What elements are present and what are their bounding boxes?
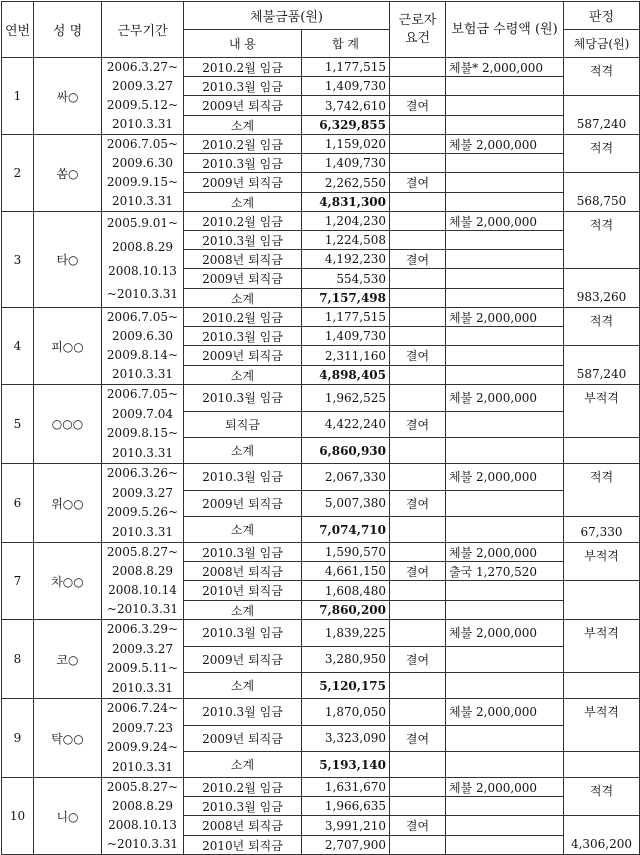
insurance-cell: 체불 2,000,000: [446, 543, 564, 562]
insurance-cell: [446, 116, 564, 135]
item-amount: 2,067,330: [302, 464, 390, 490]
table-row: [2, 308, 640, 327]
header-judgment: 판정: [564, 2, 640, 30]
item-amount: 3,323,090: [302, 725, 390, 751]
insurance-cell: [446, 751, 564, 777]
item-label: 2010년 퇴직금: [184, 581, 302, 601]
work-period: [102, 212, 184, 308]
work-period-line: 2010.3.31: [111, 759, 174, 774]
item-label: 2009년 퇴직금: [184, 725, 302, 751]
requirement-cell: [390, 289, 446, 308]
work-period: [102, 464, 184, 543]
subtotal-amount: 4,831,300: [302, 193, 390, 212]
work-period: [102, 699, 184, 778]
requirement-cell: [390, 212, 446, 231]
item-label: 2010.3월 임금: [184, 385, 302, 411]
requirement-cell: [390, 116, 446, 135]
work-period-line: 2009.5.12~: [106, 98, 179, 112]
insurance-cell: [446, 797, 564, 816]
work-period-line: 2009.5.11~: [106, 661, 179, 676]
item-amount: 1,409,730: [302, 327, 390, 346]
work-period: [102, 308, 184, 385]
subtotal-amount: 5,193,140: [302, 751, 390, 777]
work-period-line: 2009.8.14~: [106, 348, 179, 363]
item-label: 2010.2월 임금: [184, 58, 302, 77]
subtotal-label: 소계: [184, 366, 302, 385]
requirement-cell: 결여: [390, 816, 446, 836]
judgment-cell: 부적격: [564, 699, 640, 752]
requirement-cell: [390, 269, 446, 289]
item-amount: 1,608,480: [302, 581, 390, 601]
insurance-cell: [446, 250, 564, 269]
insurance-cell: [446, 646, 564, 672]
requirement-cell: [390, 231, 446, 250]
insurance-cell: [446, 289, 564, 308]
table-row: [2, 699, 640, 725]
employee-name: 쏨○: [34, 135, 102, 212]
requirement-cell: [390, 672, 446, 698]
item-label: 2010.3월 임금: [184, 327, 302, 346]
insurance-cell: [446, 154, 564, 173]
requirement-cell: 결여: [390, 250, 446, 269]
employee-name: 싸○: [34, 58, 102, 135]
employee-name: 타○: [34, 212, 102, 308]
arrears-cell: 587,240: [564, 346, 640, 385]
requirement-cell: [390, 516, 446, 542]
requirement-cell: [390, 154, 446, 173]
insurance-cell: 체불 2,000,000: [446, 385, 564, 411]
work-period-line: 2009.7.23: [111, 720, 174, 735]
table-row: [2, 778, 640, 797]
item-label: 2008년 퇴직금: [184, 816, 302, 836]
insurance-cell: [446, 173, 564, 193]
item-label: 2008년 퇴직금: [184, 562, 302, 581]
requirement-cell: 결여: [390, 173, 446, 193]
work-period-line: 2009.3.27: [111, 79, 174, 93]
item-label: 2009년 퇴직금: [184, 346, 302, 366]
arrears-cell: [564, 581, 640, 620]
work-period-line: 2009.9.15~: [106, 175, 179, 189]
item-label: 2009년 퇴직금: [184, 96, 302, 116]
judgment-cell: 적격: [564, 58, 640, 96]
employee-name: 피○○: [34, 308, 102, 385]
record-no: 1: [2, 58, 34, 135]
header-requirement: 근로자 요건: [390, 2, 446, 58]
requirement-cell: 결여: [390, 96, 446, 116]
subtotal-amount: 7,860,200: [302, 601, 390, 620]
item-label: 2009년 퇴직금: [184, 490, 302, 516]
work-period-line: 2006.3.29~: [106, 622, 179, 637]
subtotal-label: 소계: [184, 193, 302, 212]
insurance-cell: [446, 725, 564, 751]
requirement-cell: [390, 385, 446, 411]
requirement-cell: [390, 778, 446, 797]
record-no: 3: [2, 212, 34, 308]
item-amount: 1,159,020: [302, 135, 390, 154]
header-name: 성 명: [34, 2, 102, 58]
requirement-cell: 결여: [390, 725, 446, 751]
judgment-cell: 적격: [564, 135, 640, 173]
requirement-cell: [390, 836, 446, 855]
arrears-cell: 4,306,200: [564, 816, 640, 855]
work-period-line: 2005.8.27~: [106, 780, 179, 795]
item-label: 2010.3월 임금: [184, 543, 302, 562]
work-period: [102, 778, 184, 855]
item-amount: 2,262,550: [302, 173, 390, 193]
work-period-line: 2008.10.14: [108, 583, 177, 598]
insurance-cell: [446, 672, 564, 698]
employee-name: 차○○: [34, 543, 102, 620]
item-amount: 1,224,508: [302, 231, 390, 250]
judgment-cell: 적격: [564, 212, 640, 269]
requirement-cell: [390, 751, 446, 777]
requirement-cell: [390, 77, 446, 96]
requirement-cell: [390, 601, 446, 620]
insurance-cell: [446, 193, 564, 212]
item-amount: 1,590,570: [302, 543, 390, 562]
requirement-cell: 결여: [390, 411, 446, 437]
requirement-cell: [390, 58, 446, 77]
work-period-line: 2006.3.27~: [106, 60, 179, 74]
item-label: 2008년 퇴직금: [184, 250, 302, 269]
record-no: 6: [2, 464, 34, 543]
item-label: 2010.3월 임금: [184, 797, 302, 816]
work-period-line: 2009.6.30: [111, 156, 174, 170]
judgment-cell: 적격: [564, 778, 640, 816]
record-no: 4: [2, 308, 34, 385]
item-amount: 1,870,050: [302, 699, 390, 725]
work-period-line: 2010.3.31: [111, 194, 174, 208]
work-period-line: 2010.3.31: [111, 445, 174, 460]
insurance-cell: 체불 2,000,000: [446, 778, 564, 797]
requirement-cell: 결여: [390, 562, 446, 581]
item-amount: 3,280,950: [302, 646, 390, 672]
item-label: 2010.2월 임금: [184, 212, 302, 231]
arrears-cell: [564, 437, 640, 463]
subtotal-amount: 6,329,855: [302, 116, 390, 135]
work-period: [102, 620, 184, 699]
work-period-line: 2005.8.27~: [106, 545, 179, 560]
item-label: 2010.3월 임금: [184, 699, 302, 725]
subtotal-amount: 5,120,175: [302, 672, 390, 698]
item-label: 2009년 퇴직금: [184, 269, 302, 289]
arrears-cell: 568,750: [564, 173, 640, 212]
work-period-line: 2006.7.24~: [106, 701, 179, 716]
item-amount: 2,311,160: [302, 346, 390, 366]
header-arrears: 체당금(원): [564, 30, 640, 58]
insurance-cell: [446, 816, 564, 836]
insurance-cell: 체불 2,000,000: [446, 135, 564, 154]
work-period-line: 2009.6.30: [111, 329, 174, 344]
item-label: 퇴직금: [184, 411, 302, 437]
insurance-cell: 체불 2,000,000: [446, 699, 564, 725]
requirement-cell: [390, 464, 446, 490]
employee-name: 탁○○: [34, 699, 102, 778]
requirement-cell: [390, 327, 446, 346]
work-period-line: ~2010.3.31: [106, 837, 179, 852]
table-row: [2, 58, 640, 77]
employee-name: 위○○: [34, 464, 102, 543]
insurance-cell: [446, 327, 564, 346]
requirement-cell: [390, 699, 446, 725]
work-period-line: 2008.8.29: [111, 239, 174, 254]
requirement-cell: [390, 366, 446, 385]
requirement-cell: 결여: [390, 490, 446, 516]
insurance-cell: 체불 2,000,000: [446, 464, 564, 490]
judgment-cell: 부적격: [564, 620, 640, 673]
insurance-cell: [446, 601, 564, 620]
header-no: 연번: [2, 2, 34, 58]
insurance-cell: 체불 2,000,000: [446, 620, 564, 646]
work-period-line: 2009.3.27: [111, 485, 174, 500]
item-amount: 5,007,380: [302, 490, 390, 516]
item-label: 2010.2월 임금: [184, 778, 302, 797]
item-amount: 2,707,900: [302, 836, 390, 855]
work-period-line: 2010.3.31: [111, 680, 174, 695]
subtotal-label: 소계: [184, 516, 302, 542]
insurance-cell: [446, 437, 564, 463]
judgment-cell: 적격: [564, 464, 640, 517]
employee-name: 니○: [34, 778, 102, 855]
employee-name: 코○: [34, 620, 102, 699]
item-label: 2009년 퇴직금: [184, 173, 302, 193]
work-period-line: ~2010.3.31: [106, 287, 179, 302]
judgment-cell: 적격: [564, 308, 640, 346]
record-no: 7: [2, 543, 34, 620]
work-period-line: 2005.9.01~: [106, 216, 179, 230]
insurance-cell: [446, 77, 564, 96]
item-amount: 4,661,150: [302, 562, 390, 581]
item-label: 2010.2월 임금: [184, 308, 302, 327]
item-amount: 1,966,635: [302, 797, 390, 816]
work-period-line: 2008.8.29: [111, 799, 174, 814]
table-body: [2, 58, 640, 855]
item-amount: 4,422,240: [302, 411, 390, 437]
arrears-cell: 983,260: [564, 269, 640, 308]
requirement-cell: [390, 193, 446, 212]
item-amount: 554,530: [302, 269, 390, 289]
record-no: 2: [2, 135, 34, 212]
record-no: 10: [2, 778, 34, 855]
work-period: [102, 385, 184, 464]
header-content: 내 용: [184, 30, 302, 58]
item-amount: 1,839,225: [302, 620, 390, 646]
work-period-line: 2009.3.27: [111, 641, 174, 656]
work-period: [102, 58, 184, 135]
arrears-cell: 587,240: [564, 96, 640, 135]
item-label: 2010년 퇴직금: [184, 836, 302, 855]
insurance-cell: 체불 2,000,000: [446, 308, 564, 327]
subtotal-label: 소계: [184, 289, 302, 308]
work-period-line: 2006.7.05~: [106, 137, 179, 151]
record-no: 8: [2, 620, 34, 699]
item-label: 2010.3월 임금: [184, 154, 302, 173]
item-amount: 1,409,730: [302, 154, 390, 173]
subtotal-amount: 7,074,710: [302, 516, 390, 542]
requirement-cell: [390, 308, 446, 327]
requirement-cell: [390, 437, 446, 463]
work-period: [102, 543, 184, 620]
work-period-line: 2009.9.24~: [106, 740, 179, 755]
judgment-cell: 부적격: [564, 543, 640, 581]
item-label: 2010.3월 임금: [184, 231, 302, 250]
work-period-line: 2008.8.29: [111, 564, 174, 579]
item-amount: 1,631,670: [302, 778, 390, 797]
insurance-cell: [446, 411, 564, 437]
item-amount: 1,204,230: [302, 212, 390, 231]
subtotal-label: 소계: [184, 601, 302, 620]
requirement-cell: [390, 135, 446, 154]
header-total: 합 계: [302, 30, 390, 58]
insurance-cell: 출국 1,270,520: [446, 562, 564, 581]
work-period-line: 2010.3.31: [111, 367, 174, 382]
table-row: [2, 464, 640, 490]
requirement-cell: 결여: [390, 346, 446, 366]
table-row: [2, 620, 640, 646]
work-period-line: 2010.3.31: [111, 524, 174, 539]
insurance-cell: [446, 366, 564, 385]
insurance-cell: [446, 581, 564, 601]
subtotal-amount: 7,157,498: [302, 289, 390, 308]
item-label: 2010.3월 임금: [184, 620, 302, 646]
insurance-cell: [446, 96, 564, 116]
work-period-line: 2009.7.04: [111, 406, 174, 421]
record-no: 5: [2, 385, 34, 464]
header-unpaid: 체불금품(원): [184, 2, 390, 30]
insurance-cell: 체불 2,000,000: [446, 212, 564, 231]
insurance-cell: [446, 490, 564, 516]
item-amount: 3,991,210: [302, 816, 390, 836]
work-period-line: 2006.3.26~: [106, 466, 179, 481]
item-amount: 1,177,515: [302, 308, 390, 327]
subtotal-label: 소계: [184, 672, 302, 698]
subtotal-amount: 4,898,405: [302, 366, 390, 385]
table-row: [2, 135, 640, 154]
work-period-line: 2008.10.13: [108, 263, 177, 278]
table-row: [2, 543, 640, 562]
subtotal-label: 소계: [184, 751, 302, 777]
table-row: [2, 385, 640, 411]
header-insurance: 보험금 수령액 (원): [446, 2, 564, 58]
item-label: 2010.3월 임금: [184, 77, 302, 96]
item-amount: 4,192,230: [302, 250, 390, 269]
subtotal-label: 소계: [184, 116, 302, 135]
work-period-line: 2010.3.31: [111, 117, 174, 131]
requirement-cell: [390, 543, 446, 562]
item-amount: 1,962,525: [302, 385, 390, 411]
insurance-cell: [446, 836, 564, 855]
header-period: 근무기간: [102, 2, 184, 58]
wage-arrears-table: [1, 1, 640, 855]
insurance-cell: [446, 516, 564, 542]
requirement-cell: [390, 797, 446, 816]
subtotal-label: 소계: [184, 437, 302, 463]
judgment-cell: 부적격: [564, 385, 640, 438]
item-amount: 3,742,610: [302, 96, 390, 116]
work-period-line: 2009.5.26~: [106, 505, 179, 520]
requirement-cell: [390, 581, 446, 601]
insurance-cell: [446, 269, 564, 289]
subtotal-amount: 6,860,930: [302, 437, 390, 463]
work-period-line: 2006.7.05~: [106, 387, 179, 402]
item-amount: 1,177,515: [302, 58, 390, 77]
item-label: 2010.3월 임금: [184, 464, 302, 490]
work-period: [102, 135, 184, 212]
insurance-cell: [446, 346, 564, 366]
item-amount: 1,409,730: [302, 77, 390, 96]
work-period-line: 2008.10.13: [108, 818, 177, 833]
employee-name: ○○○: [34, 385, 102, 464]
item-label: 2009년 퇴직금: [184, 646, 302, 672]
work-period-line: ~2010.3.31: [106, 602, 179, 617]
table-row: [2, 212, 640, 231]
arrears-cell: [564, 751, 640, 777]
insurance-cell: [446, 231, 564, 250]
arrears-cell: [564, 672, 640, 698]
work-period-line: 2009.8.15~: [106, 426, 179, 441]
requirement-cell: 결여: [390, 646, 446, 672]
arrears-cell: 67,330: [564, 516, 640, 542]
work-period-line: 2006.7.05~: [106, 310, 179, 325]
insurance-cell: 체불* 2,000,000: [446, 58, 564, 77]
item-label: 2010.2월 임금: [184, 135, 302, 154]
requirement-cell: [390, 620, 446, 646]
record-no: 9: [2, 699, 34, 778]
